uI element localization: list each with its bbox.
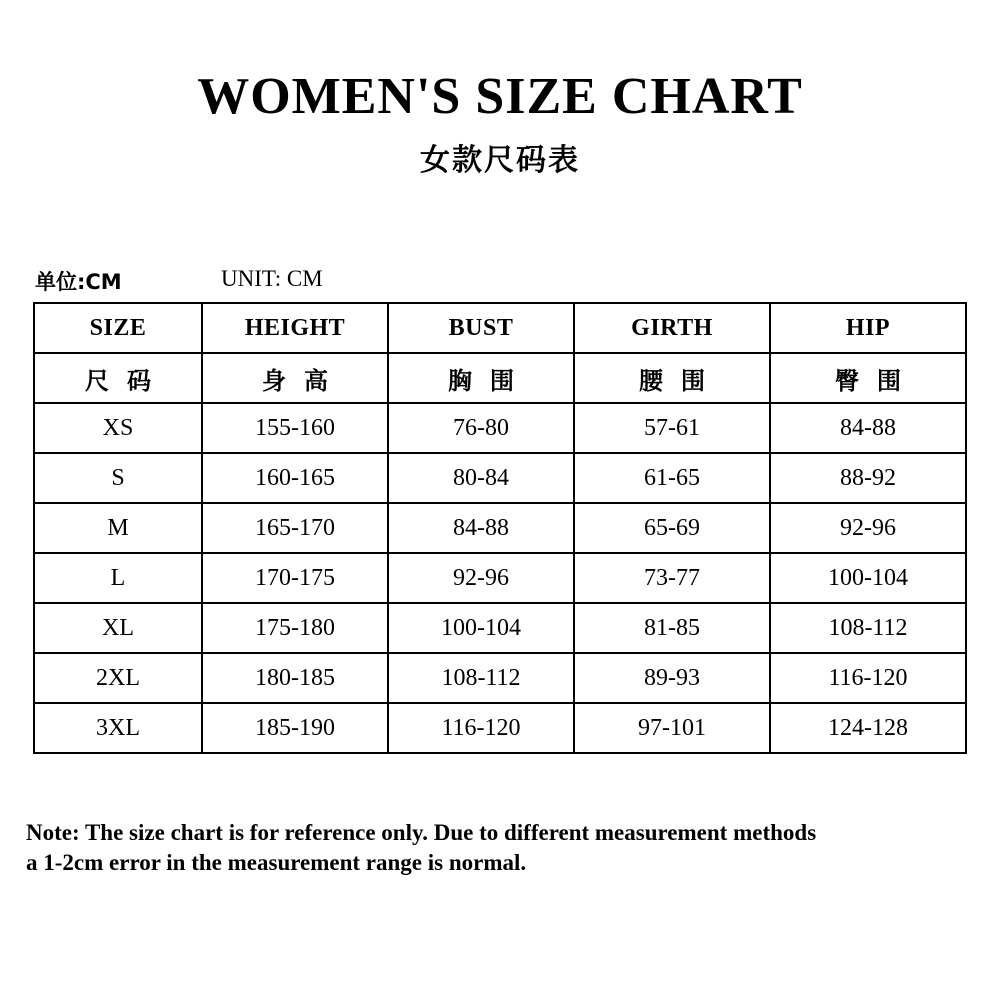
cell-hip: 108-112 xyxy=(770,603,966,653)
cell-girth: 57-61 xyxy=(574,403,770,453)
page-title-chinese: 女款尺码表 xyxy=(420,142,580,178)
cell-hip: 92-96 xyxy=(770,503,966,553)
cell-height: 155-160 xyxy=(202,403,388,453)
unit-row xyxy=(35,266,965,296)
unit-label-chinese: 单位:CM xyxy=(35,270,122,294)
table-header-row-english xyxy=(34,303,966,353)
table-row xyxy=(34,653,966,703)
header-cell-size-zh: 尺 码 xyxy=(34,353,202,403)
page-title-english: WOMEN'S SIZE CHART xyxy=(197,68,803,125)
cell-height: 180-185 xyxy=(202,653,388,703)
header-cell-height-zh: 身 高 xyxy=(202,353,388,403)
table-row xyxy=(34,453,966,503)
header-cell-hip-zh: 臀 围 xyxy=(770,353,966,403)
cell-bust: 92-96 xyxy=(388,553,574,603)
header-cell-bust: BUST xyxy=(388,303,574,353)
cell-size: 2XL xyxy=(34,653,202,703)
cell-bust: 108-112 xyxy=(388,653,574,703)
cell-size: XS xyxy=(34,403,202,453)
cell-height: 185-190 xyxy=(202,703,388,753)
header-cell-size: SIZE xyxy=(34,303,202,353)
header-cell-hip: HIP xyxy=(770,303,966,353)
cell-girth: 81-85 xyxy=(574,603,770,653)
size-table-wrapper xyxy=(33,302,965,754)
cell-size: M xyxy=(34,503,202,553)
cell-bust: 84-88 xyxy=(388,503,574,553)
table-row xyxy=(34,603,966,653)
header-cell-height: HEIGHT xyxy=(202,303,388,353)
cell-bust: 116-120 xyxy=(388,703,574,753)
cell-hip: 100-104 xyxy=(770,553,966,603)
size-table xyxy=(33,302,967,754)
table-row xyxy=(34,403,966,453)
header-cell-girth: GIRTH xyxy=(574,303,770,353)
cell-size: XL xyxy=(34,603,202,653)
title-block xyxy=(0,0,1000,179)
cell-size: 3XL xyxy=(34,703,202,753)
cell-bust: 80-84 xyxy=(388,453,574,503)
cell-girth: 97-101 xyxy=(574,703,770,753)
cell-hip: 84-88 xyxy=(770,403,966,453)
cell-hip: 88-92 xyxy=(770,453,966,503)
cell-height: 175-180 xyxy=(202,603,388,653)
cell-height: 170-175 xyxy=(202,553,388,603)
cell-girth: 73-77 xyxy=(574,553,770,603)
cell-height: 160-165 xyxy=(202,453,388,503)
cell-bust: 100-104 xyxy=(388,603,574,653)
cell-girth: 89-93 xyxy=(574,653,770,703)
cell-girth: 65-69 xyxy=(574,503,770,553)
header-cell-bust-zh: 胸 围 xyxy=(388,353,574,403)
cell-girth: 61-65 xyxy=(574,453,770,503)
cell-size: S xyxy=(34,453,202,503)
table-row xyxy=(34,553,966,603)
cell-size: L xyxy=(34,553,202,603)
note-block xyxy=(26,818,986,878)
table-row xyxy=(34,503,966,553)
header-cell-girth-zh: 腰 围 xyxy=(574,353,770,403)
table-row xyxy=(34,703,966,753)
cell-height: 165-170 xyxy=(202,503,388,553)
note-line-2: a 1-2cm error in the measurement range is normal. xyxy=(26,849,527,875)
table-header-row-chinese xyxy=(34,353,966,403)
cell-hip: 124-128 xyxy=(770,703,966,753)
note-line-1: Note: The size chart is for reference only. Due to different measurement methods xyxy=(26,820,817,845)
unit-label-english: UNIT: CM xyxy=(221,266,323,291)
cell-hip: 116-120 xyxy=(770,653,966,703)
cell-bust: 76-80 xyxy=(388,403,574,453)
